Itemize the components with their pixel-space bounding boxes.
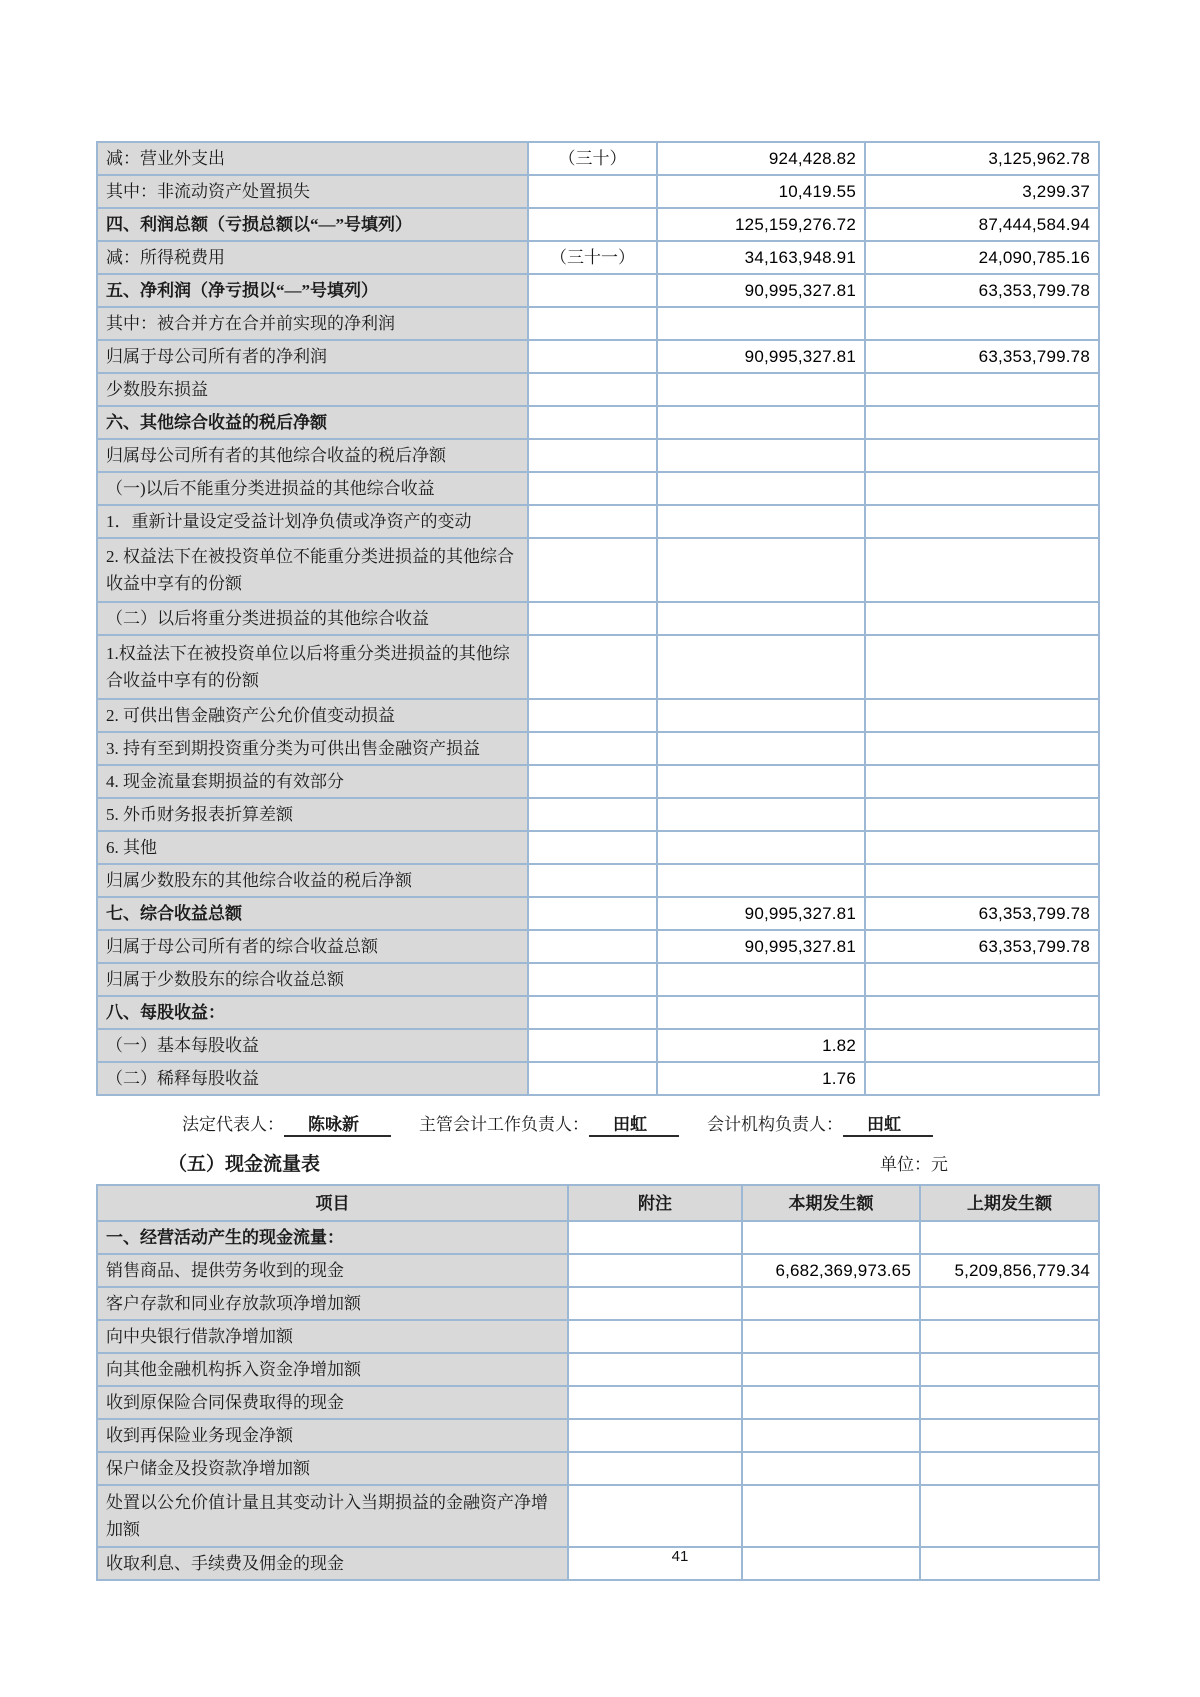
- prior-amount-cell: 5,209,856,779.34: [920, 1254, 1099, 1287]
- row-label-cell: 客户存款和同业存放款项净增加额: [97, 1287, 568, 1320]
- current-amount-cell: 34,163,948.91: [657, 241, 865, 274]
- current-amount-cell: [742, 1353, 920, 1386]
- row-label-cell: 五、净利润（净亏损以“—”号填列）: [97, 274, 528, 307]
- row-label-cell: 归属于少数股东的综合收益总额: [97, 963, 528, 996]
- income-statement-body: [97, 142, 1099, 1095]
- table-row: [97, 274, 1099, 307]
- prior-amount-cell: [920, 1287, 1099, 1320]
- unit-label: 单位：元: [880, 1155, 948, 1174]
- row-label-cell: 销售商品、提供劳务收到的现金: [97, 1254, 568, 1287]
- prior-amount-cell: [865, 505, 1099, 538]
- row-label-cell: 少数股东损益: [97, 373, 528, 406]
- column-header-current-period: 本期发生额: [742, 1185, 920, 1221]
- table-row: [97, 1485, 1099, 1547]
- note-cell: [528, 175, 657, 208]
- note-cell: [528, 602, 657, 635]
- row-label-cell: （二）稀释每股收益: [97, 1062, 528, 1095]
- table-row: [97, 963, 1099, 996]
- table-row: [97, 1254, 1099, 1287]
- prior-amount-cell: [865, 1029, 1099, 1062]
- table-row: [97, 864, 1099, 897]
- row-label-cell: 六、其他综合收益的税后净额: [97, 406, 528, 439]
- table-row: [97, 732, 1099, 765]
- row-label-cell: 向其他金融机构拆入资金净增加额: [97, 1353, 568, 1386]
- current-amount-cell: 125,159,276.72: [657, 208, 865, 241]
- note-cell: [528, 406, 657, 439]
- current-amount-cell: 1.82: [657, 1029, 865, 1062]
- legal-representative: [182, 1110, 391, 1137]
- current-amount-cell: 10,419.55: [657, 175, 865, 208]
- row-label-cell: 4. 现金流量套期损益的有效部分: [97, 765, 528, 798]
- table-row: [97, 930, 1099, 963]
- prior-amount-cell: [865, 1062, 1099, 1095]
- current-amount-cell: [657, 439, 865, 472]
- table-row: [97, 373, 1099, 406]
- table-row: [97, 538, 1099, 602]
- prior-amount-cell: 63,353,799.78: [865, 897, 1099, 930]
- cashflow-table-head: [97, 1185, 1099, 1221]
- note-cell: [528, 1029, 657, 1062]
- current-amount-cell: 924,428.82: [657, 142, 865, 175]
- current-amount-cell: [742, 1386, 920, 1419]
- prior-amount-cell: 63,353,799.78: [865, 274, 1099, 307]
- current-amount-cell: [657, 307, 865, 340]
- prior-amount-cell: [920, 1386, 1099, 1419]
- note-cell: [528, 732, 657, 765]
- current-amount-cell: [657, 864, 865, 897]
- note-cell: [528, 699, 657, 732]
- row-label-cell: 四、利润总额（亏损总额以“—”号填列）: [97, 208, 528, 241]
- current-amount-cell: [657, 732, 865, 765]
- prior-amount-cell: [865, 602, 1099, 635]
- prior-amount-cell: 3,299.37: [865, 175, 1099, 208]
- table-row: [97, 1419, 1099, 1452]
- row-label-cell: 处置以公允价值计量且其变动计入当期损益的金融资产净增加额: [97, 1485, 568, 1547]
- current-amount-cell: [742, 1287, 920, 1320]
- accounting-dept-label: 会计机构负责人：: [707, 1115, 843, 1134]
- prior-amount-cell: 3,125,962.78: [865, 142, 1099, 175]
- prior-amount-cell: [865, 963, 1099, 996]
- row-label-cell: 2. 可供出售金融资产公允价值变动损益: [97, 699, 528, 732]
- table-row: [97, 406, 1099, 439]
- cashflow-section-title: （五）现金流量表: [168, 1154, 321, 1175]
- prior-amount-cell: [920, 1353, 1099, 1386]
- accounting-head: [419, 1110, 679, 1137]
- table-row: [97, 1353, 1099, 1386]
- row-label-cell: 向中央银行借款净增加额: [97, 1320, 568, 1353]
- row-label-cell: 减：营业外支出: [97, 142, 528, 175]
- column-header-note: 附注: [568, 1185, 742, 1221]
- row-label-cell: 6. 其他: [97, 831, 528, 864]
- prior-amount-cell: [865, 439, 1099, 472]
- prior-amount-cell: [920, 1320, 1099, 1353]
- current-amount-cell: [742, 1320, 920, 1353]
- table-row: [97, 831, 1099, 864]
- current-amount-cell: [657, 406, 865, 439]
- table-row: [97, 798, 1099, 831]
- note-cell: [568, 1287, 742, 1320]
- table-row: [97, 142, 1099, 175]
- prior-amount-cell: [865, 373, 1099, 406]
- table-row: [97, 1452, 1099, 1485]
- note-cell: [528, 439, 657, 472]
- table-row: [97, 602, 1099, 635]
- prior-amount-cell: [865, 307, 1099, 340]
- note-cell: [528, 472, 657, 505]
- prior-amount-cell: 87,444,584.94: [865, 208, 1099, 241]
- note-cell: [528, 505, 657, 538]
- row-label-cell: 5. 外币财务报表折算差额: [97, 798, 528, 831]
- row-label-cell: 2. 权益法下在被投资单位不能重分类进损益的其他综合收益中享有的份额: [97, 538, 528, 602]
- cashflow-section-header: [96, 1149, 1098, 1176]
- note-cell: [568, 1386, 742, 1419]
- note-cell: [528, 798, 657, 831]
- current-amount-cell: [657, 963, 865, 996]
- note-cell: [568, 1419, 742, 1452]
- current-amount-cell: [742, 1452, 920, 1485]
- row-label-cell: 归属少数股东的其他综合收益的税后净额: [97, 864, 528, 897]
- note-cell: [568, 1221, 742, 1254]
- note-cell: [528, 996, 657, 1029]
- prior-amount-cell: [865, 831, 1099, 864]
- prior-amount-cell: [865, 798, 1099, 831]
- current-amount-cell: [657, 472, 865, 505]
- current-amount-cell: [657, 996, 865, 1029]
- table-row: [97, 1221, 1099, 1254]
- prior-amount-cell: [865, 765, 1099, 798]
- note-cell: [528, 963, 657, 996]
- row-label-cell: 3. 持有至到期投资重分类为可供出售金融资产损益: [97, 732, 528, 765]
- table-row: [97, 1320, 1099, 1353]
- accounting-dept-name: 田虹: [843, 1110, 933, 1137]
- prior-amount-cell: [920, 1452, 1099, 1485]
- legal-representative-name: 陈咏新: [284, 1110, 391, 1137]
- table-row: [97, 472, 1099, 505]
- note-cell: [568, 1353, 742, 1386]
- note-cell: [528, 1062, 657, 1095]
- prior-amount-cell: [865, 472, 1099, 505]
- table-row: [97, 505, 1099, 538]
- prior-amount-cell: [920, 1419, 1099, 1452]
- current-amount-cell: [657, 765, 865, 798]
- note-cell: [528, 765, 657, 798]
- current-amount-cell: [742, 1485, 920, 1547]
- table-row: [97, 208, 1099, 241]
- row-label-cell: 一、经营活动产生的现金流量：: [97, 1221, 568, 1254]
- accounting-dept-head: [707, 1110, 933, 1137]
- note-cell: [528, 930, 657, 963]
- table-row: [97, 175, 1099, 208]
- current-amount-cell: [657, 798, 865, 831]
- current-amount-cell: 90,995,327.81: [657, 274, 865, 307]
- row-label-cell: 收到再保险业务现金净额: [97, 1419, 568, 1452]
- note-cell: [568, 1320, 742, 1353]
- note-cell: [528, 897, 657, 930]
- row-label-cell: 1．重新计量设定受益计划净负债或净资产的变动: [97, 505, 528, 538]
- table-row: [97, 635, 1099, 699]
- current-amount-cell: [657, 699, 865, 732]
- row-label-cell: （二）以后将重分类进损益的其他综合收益: [97, 602, 528, 635]
- page-number: 41: [671, 1548, 689, 1565]
- table-row: [97, 1029, 1099, 1062]
- column-header-item: 项目: [97, 1185, 568, 1221]
- current-amount-cell: 90,995,327.81: [657, 897, 865, 930]
- table-row: [97, 439, 1099, 472]
- table-row: [97, 699, 1099, 732]
- note-cell: [568, 1452, 742, 1485]
- row-label-cell: 减：所得税费用: [97, 241, 528, 274]
- signature-line: [182, 1110, 1098, 1137]
- row-label-cell: 收到原保险合同保费取得的现金: [97, 1386, 568, 1419]
- current-amount-cell: [657, 538, 865, 602]
- note-cell: [528, 208, 657, 241]
- row-label-cell: 归属于母公司所有者的净利润: [97, 340, 528, 373]
- current-amount-cell: [742, 1419, 920, 1452]
- income-statement-table: [96, 141, 1100, 1096]
- note-cell: [568, 1485, 742, 1547]
- table-row: [97, 1062, 1099, 1095]
- accounting-head-label: 主管会计工作负责人：: [419, 1115, 589, 1134]
- prior-amount-cell: [865, 996, 1099, 1029]
- table-row: [97, 307, 1099, 340]
- note-cell: [528, 274, 657, 307]
- prior-amount-cell: [865, 635, 1099, 699]
- row-label-cell: 1.权益法下在被投资单位以后将重分类进损益的其他综合收益中享有的份额: [97, 635, 528, 699]
- prior-amount-cell: [920, 1221, 1099, 1254]
- prior-amount-cell: 63,353,799.78: [865, 340, 1099, 373]
- accounting-head-name: 田虹: [589, 1110, 679, 1137]
- current-amount-cell: [657, 505, 865, 538]
- prior-amount-cell: 63,353,799.78: [865, 930, 1099, 963]
- table-row: [97, 340, 1099, 373]
- current-amount-cell: 6,682,369,973.65: [742, 1254, 920, 1287]
- table-row: [97, 1386, 1099, 1419]
- current-amount-cell: 90,995,327.81: [657, 930, 865, 963]
- note-cell: （三十一）: [528, 241, 657, 274]
- current-amount-cell: [657, 602, 865, 635]
- legal-representative-label: 法定代表人：: [182, 1115, 284, 1134]
- prior-amount-cell: [865, 538, 1099, 602]
- row-label-cell: 其中：非流动资产处置损失: [97, 175, 528, 208]
- note-cell: [528, 373, 657, 406]
- note-cell: [528, 635, 657, 699]
- row-label-cell: （一)以后不能重分类进损益的其他综合收益: [97, 472, 528, 505]
- row-label-cell: 八、每股收益：: [97, 996, 528, 1029]
- prior-amount-cell: [920, 1485, 1099, 1547]
- current-amount-cell: 90,995,327.81: [657, 340, 865, 373]
- table-row: [97, 241, 1099, 274]
- prior-amount-cell: [865, 864, 1099, 897]
- note-cell: （三十）: [528, 142, 657, 175]
- prior-amount-cell: [865, 732, 1099, 765]
- column-header-prior-period: 上期发生额: [920, 1185, 1099, 1221]
- current-amount-cell: [742, 1221, 920, 1254]
- page-content: [96, 141, 1098, 1581]
- row-label-cell: 保户储金及投资款净增加额: [97, 1452, 568, 1485]
- cashflow-statement-body: [97, 1221, 1099, 1580]
- note-cell: [568, 1254, 742, 1287]
- row-label-cell: 七、综合收益总额: [97, 897, 528, 930]
- current-amount-cell: 1.76: [657, 1062, 865, 1095]
- row-label-cell: （一）基本每股收益: [97, 1029, 528, 1062]
- cashflow-header-row: [97, 1185, 1099, 1221]
- prior-amount-cell: [865, 699, 1099, 732]
- table-row: [97, 1287, 1099, 1320]
- current-amount-cell: [657, 373, 865, 406]
- current-amount-cell: [657, 635, 865, 699]
- note-cell: [528, 538, 657, 602]
- prior-amount-cell: 24,090,785.16: [865, 241, 1099, 274]
- row-label-cell: 归属于母公司所有者的综合收益总额: [97, 930, 528, 963]
- current-amount-cell: [657, 831, 865, 864]
- table-row: [97, 996, 1099, 1029]
- prior-amount-cell: [865, 406, 1099, 439]
- note-cell: [528, 831, 657, 864]
- note-cell: [528, 340, 657, 373]
- table-row: [97, 897, 1099, 930]
- row-label-cell: 收取利息、手续费及佣金的现金: [97, 1547, 568, 1580]
- note-cell: [528, 864, 657, 897]
- row-label-cell: 其中：被合并方在合并前实现的净利润: [97, 307, 528, 340]
- table-row: [97, 765, 1099, 798]
- note-cell: [528, 307, 657, 340]
- row-label-cell: 归属母公司所有者的其他综合收益的税后净额: [97, 439, 528, 472]
- cashflow-statement-table: [96, 1184, 1100, 1581]
